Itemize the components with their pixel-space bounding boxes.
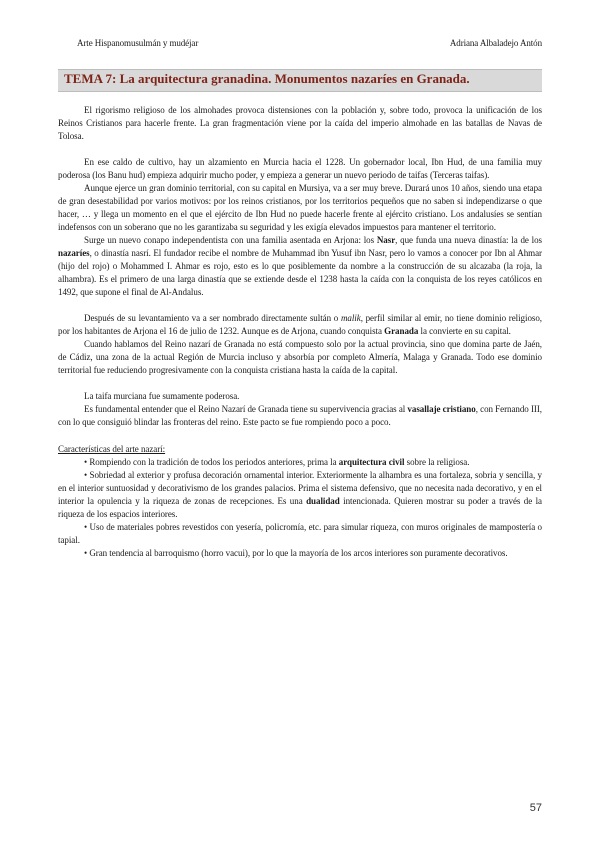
header-author: Adriana Albaladejo Antón — [449, 38, 542, 48]
paragraph-ibn-hud-dominion: Aunque ejerce un gran dominio territorial, con su capital en Mursiya, va a ser muy breve. Durará unos 10 años, siendo una etapa de gran desestabilidad por varios motivos: por los reinos cristianos, por los territorios pequeños que no saben si independizarse o que hacer, … y llega un momento en el que el ejército de Ibn Hud no puede hacerle frente al ejército cristiano. Los andalusíes se sentían indefensos con un soberano que no les garantizaba su seguridad y les exigía elevados impuestos para mantener el territorio. — [58, 183, 542, 232]
page-title: TEMA 7: La arquitectura granadina. Monumentos nazaríes en Granada. — [64, 71, 470, 86]
bold-term-granada: Granada — [384, 326, 419, 336]
text-run: Después de su levantamiento va a ser nombrado directamente sultán o — [84, 313, 341, 323]
header-course-title: Arte Hispanomusulmán y mudéjar — [77, 38, 199, 48]
text-run: sobre la religiosa. — [404, 457, 470, 467]
text-run: la convierte en su capital. — [418, 326, 511, 336]
text-run: Uso de materiales pobres revestidos con yesería, policromía, etc. para simular riqueza, con muros originales de mampostería o tapial. — [58, 522, 542, 545]
bullet-item — [58, 456, 542, 469]
bullet-item — [58, 469, 542, 521]
italic-term-malik: malik — [340, 313, 361, 323]
text-run: Rompiendo con la tradición de todos los periodos anteriores, prima la — [89, 457, 339, 467]
page-number: 57 — [529, 802, 542, 814]
paragraph-vasallaje — [58, 403, 542, 429]
bullet-item — [58, 547, 542, 560]
text-run: , o dinastía nasrí. El fundador recibe el nombre de Muhammad ibn Yusuf ibn Nasr, pero lo vamos a conocer por Ibn al Ahmar (hijo del rojo) o Mohammed I. Ahmar es rojo, esto es lo que posiblemente da nombre a la construcción de su alcazaba (la roja, la alhambra). Es el primero de una larga dinastía que se extiende desde el 1238 hasta la caída con la conquista de los reyes católicos en 1492, que supone el final de Al-Andalus. — [58, 248, 542, 297]
paragraph-murcia-uprising: En ese caldo de cultivo, hay un alzamiento en Murcia hacia el 1228. Un gobernador local, Ibn Hud, de una familia muy poderosa (los Banu hud) empieza adquirir mucho poder, y empieza a generar un nuevo periodo de taifas (Terceras taifas). — [58, 157, 542, 180]
bullet-icon: • — [84, 470, 88, 480]
paragraph-sultan — [58, 312, 542, 338]
text-run: Surge un nuevo conapo independentista con una familia asentada en Arjona: los — [84, 235, 377, 245]
paragraph-taifa-murciana: La taifa murciana fue sumamente poderosa. — [84, 391, 240, 401]
characteristics-heading — [58, 443, 542, 456]
text-run: Gran tendencia al barroquismo (horro vacui), por lo que la mayoría de los arcos interiores son puramente decorativos. — [89, 548, 508, 558]
text-run: Sobriedad al exterior y profusa decoración ornamental interior. Exteriormente la alhambra es una fortaleza, sobria y sencilla, y en el interior suntuosidad y decorativismo de los grandes palacios. Prima el sistema defensivo, que no necesita nada decorativo, y en el interior la opulencia y la riqueza de zonas de recepciones. Es una — [58, 470, 543, 506]
document-body — [58, 104, 542, 560]
bold-term-dualidad: dualidad — [306, 496, 340, 506]
bullet-icon: • — [84, 522, 88, 532]
bold-term-nasr: Nasr — [376, 235, 396, 245]
text-run: intencionada. Quieren mostrar su poder a través de la riqueza de los espacios interiores. — [58, 496, 543, 519]
paragraph-nasr-dynasty — [58, 234, 542, 299]
paragraph-almohades: El rigorismo religioso de los almohades provoca distensiones con la población y, sobre todo, provoca la unificación de los Reinos Cristianos para hacerle frente. La gran fragmentación viene por la caída del imperio almohade en las batallas de Navas de Tolosa. — [58, 105, 542, 141]
text-run: , con Fernando III, con lo que consiguió blindar las fronteras del reino. Este pacto se fue rompiendo poco a poco. — [58, 404, 542, 427]
text-run: , que funda una nueva dinastía: la de los — [395, 235, 542, 245]
bullet-icon: • — [84, 457, 88, 467]
bold-term-vasallaje: vasallaje cristiano — [407, 404, 476, 414]
text-run: , perfil similar al emir, no tiene dominio religioso, por los habitantes de Arjona el 16 de julio de 1232. Aunque es de Arjona, cuando conquista — [58, 313, 543, 336]
bullet-item — [58, 521, 542, 547]
bold-term-nazaries: nazaríes — [58, 248, 90, 258]
characteristics-heading-text: Características del arte nazarí: — [58, 444, 166, 454]
bold-term-arquitectura-civil: arquitectura civil — [338, 457, 405, 467]
paragraph-reino-nazari: Cuando hablamos del Reino nazarí de Granada no está compuesto solo por la actual provincia, sino que domina parte de Jaén, de Cádiz, una zona de la actual Región de Murcia incluso y absorbía por completo Almería, Malaga y Granada. Todo ese dominio territorial fue reduciendo progresivamente con la conquista cristiana hasta la caída de la capital. — [58, 339, 542, 375]
text-run: Es fundamental entender que el Reino Nazarí de Granada tiene su supervivencia gracias al — [84, 404, 408, 414]
bullet-icon: • — [84, 548, 88, 558]
